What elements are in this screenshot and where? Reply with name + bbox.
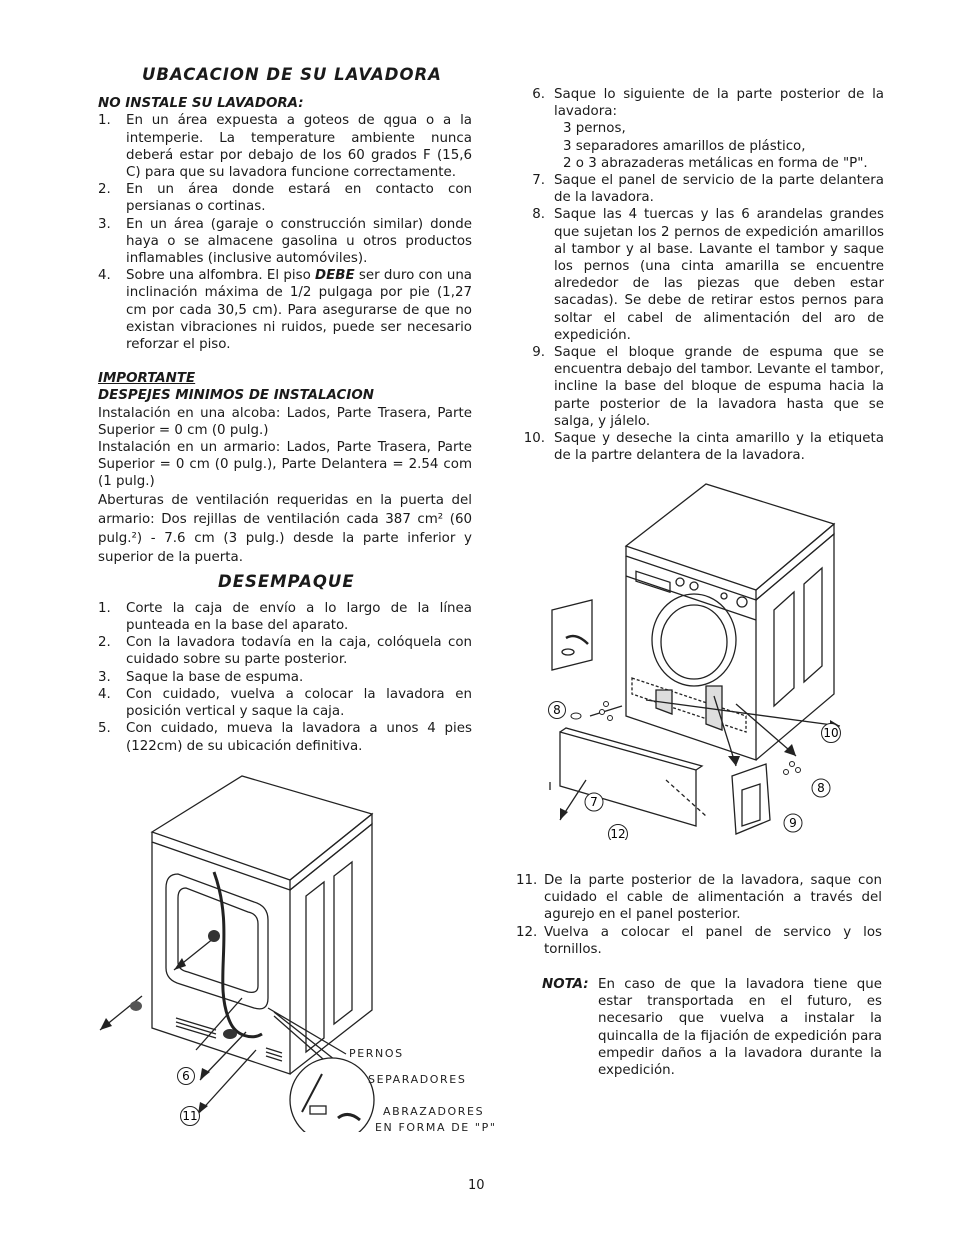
item-text: Con cuidado, vuelva a colocar la lavadora en posición vertical y saque la caja. [126,686,472,720]
item-number: 10. [523,431,545,447]
item4-pre: Sobre una alfombra. El piso [126,268,316,284]
clearance-heading: DESPEJES MINIMOS DE INSTALACION [98,388,374,404]
list-item [518,430,884,464]
callout-label: 11 [182,1109,198,1123]
item-text: Saque las 4 tuercas y las 6 arandelas grandes que sujetan los 2 pernos de expedición amarillos al tambor y al base. Lavante el tambor y saque los pernos (una cinta amarilla se encuentre alrededor de las piezas que deben estar sacadas). Se debe de retirar estos pernos para soltar el cabel de alimentación del aro de expedición. [554,207,884,343]
callout-label: 8 [817,781,825,795]
item4-emphasis: DEBE [315,268,355,284]
item-number: 12. [516,924,538,940]
item-number: 5. [98,721,111,737]
item-number: 8. [532,207,545,223]
callout-label: 7 [590,795,598,809]
item-number: 11. [516,873,538,888]
item-text: Saque el panel de servicio de la parte delantera de la lavadora. [554,173,884,206]
callout-label: 6 [182,1069,190,1083]
item4-post: ser duro con una inclinación máxima de 1/2 pulgaga por pie (1,27 cm por cada 30,5 cm). Para asegurarse de que no existan vibraciones ni ruidos, puede ser necesario reforzar el piso. [126,268,473,353]
item-number: 2. [98,635,111,651]
item-number: 2. [98,182,111,198]
list-item [516,924,882,958]
list-item [98,181,472,215]
item-number: 9. [532,345,545,361]
item-text: Saque el bloque grande de espuma que se encuentra debajo del tambor. Levante el tambor, incline la base del bloque de espuma hacia la parte posterior de la lavadora hasta que se salga, y jálelo. [554,345,884,429]
item-number: 3. [98,669,111,685]
clearance-paragraph: Instalación en una alcoba: Lados, Parte Trasera, Parte Superior = 0 cm (0 pulg.) [98,405,472,438]
note-text: En caso de que la lavadora tiene que estar transportada en el futuro, es necesario que vuelva a instalar la quincalla de la fijación de expedición para empedir daños a la lavadora durante la expedición. [598,977,882,1079]
list-item [518,86,884,120]
item-text: En un área donde estará en contacto con persianas o cortinas. [126,182,472,215]
important-heading: IMPORTANTE [98,371,196,387]
label-abrazadores-2: EN FORMA DE "P" [375,1121,497,1134]
item-number: 7. [532,173,545,189]
item-number: 6. [532,87,545,102]
right-column [518,86,884,464]
section-title-unpack: DESEMPAQUE [218,571,355,591]
left-column [98,66,472,755]
item-text: Saque y deseche la cinta amarillo y la etiqueta de la partre delantera de la lavadora. [554,431,884,464]
item6-sub: 3 separadores amarillos de plástico, [563,138,806,154]
item-text: Saque la base de espuma. [126,669,304,685]
page-number: 10 [468,1178,485,1193]
front-washer-diagram [546,480,846,840]
label-separadores: SEPARADORES [368,1073,467,1086]
list-item [518,172,884,206]
callout-label: 9 [789,816,797,830]
list-item [518,344,884,430]
item6-sub: 3 pernos, [563,121,626,137]
list-item [98,686,472,720]
right-column-bottom [516,872,882,1079]
note [542,976,882,1079]
callout-label: 12 [610,827,626,840]
item-number: 1. [98,113,111,129]
clearance-paragraph: Aberturas de ventilación requeridas en la puerta del armario: Dos rejillas de ventilación cada 387 cm² (60 pulg.²) - 7.6 cm (3 pulg.) desde la parte inferior y superior de la puerta. [98,492,472,565]
list-item [98,267,472,353]
back-washer-diagram [96,772,396,1132]
callout-label: 10 [823,726,839,740]
clearance-paragraph: Instalación en un armario: Lados, Parte Trasera, Parte Superior = 0 cm (0 pulg.), Parte Delantera = 2.54 com (1 pulg.) [98,440,472,490]
item-text: Saque lo siguiente de la parte posterior de la lavadora: [554,87,884,120]
label-pernos: PERNOS [349,1047,404,1060]
item-text: Con cuidado, mueva la lavadora a unos 4 pies (122cm) de su ubicación definitiva. [126,721,472,754]
callout-label: 8 [553,703,561,717]
item-text: En un área expuesta a goteos de qgua o a la intemperie. La temperature ambiente nunca deberá estar por debajo de los 60 grados F (15,6 C) para que su lavadora funcione correctamente. [126,113,472,181]
list-item [98,634,472,668]
item-number: 1. [98,600,111,616]
list-item [98,112,472,181]
list-item [98,216,472,268]
item-text: Vuelva a colocar el panel de servico y los tornillos. [544,924,882,957]
list-item [518,206,884,344]
item-text: De la parte posterior de la lavadora, saque con cuidado el cable de alimentación a través del agurejo en el panel posterior. [544,873,882,923]
item6-sub: 2 o 3 abrazaderas metálicas en forma de "P". [563,155,868,171]
item-text: En un área (garaje o construcción similar) donde haya o se almacene gasolina u otros productos inflamables (inclusive automóviles). [126,216,472,267]
list-item [98,600,472,634]
list-item [98,720,472,754]
item-number: 3. [98,216,111,232]
item-number: 4. [98,686,111,702]
item-number: 4. [98,268,111,284]
list-item [98,669,472,686]
note-label: NOTA: [542,977,589,993]
no-install-heading: NO INSTALE SU LAVADORA: [98,96,304,112]
item-text: Con la lavadora todavía en la caja, colóquela con cuidado sobre su parte posterior. [126,635,472,668]
item-text: Corte la caja de envío a lo largo de la línea punteada en la base del aparato. [126,600,472,634]
label-abrazadores: ABRAZADORES [383,1105,485,1118]
section-title-location: UBACACION DE SU LAVADORA [142,65,442,84]
list-item [516,872,882,924]
item-text [126,267,472,353]
